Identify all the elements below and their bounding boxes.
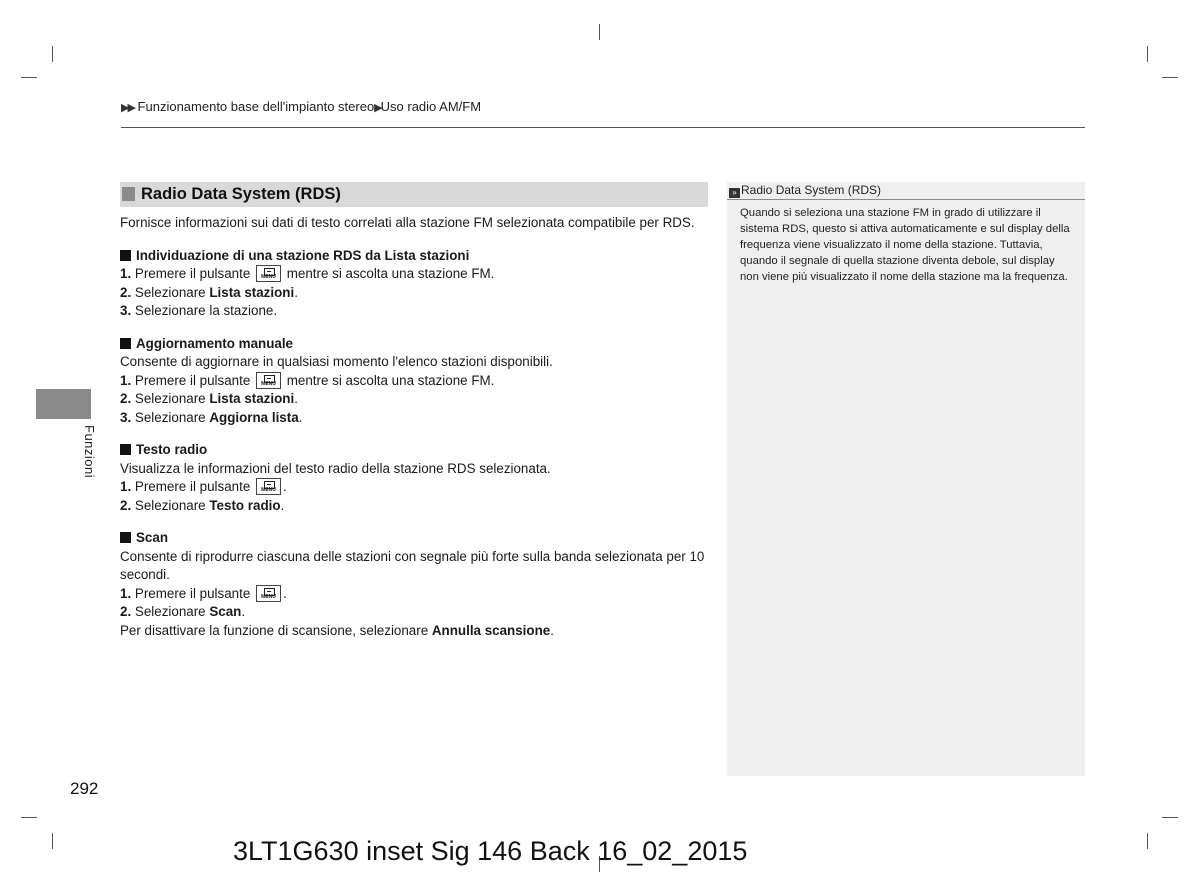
square-bullet-icon xyxy=(120,532,131,543)
subsection-desc: Consente di aggiornare in qualsiasi momento l'elenco stazioni disponibili. xyxy=(120,354,553,369)
chapter-tab xyxy=(36,389,91,419)
breadcrumb-arrow-icon: ▶▶ xyxy=(121,102,134,114)
breadcrumb-separator-icon: ▶ xyxy=(374,102,381,114)
step: 1. Premere il pulsante MENU . xyxy=(120,585,287,601)
main-content xyxy=(120,182,708,640)
step: 2. Selezionare Scan. xyxy=(120,604,246,619)
intro-text: Fornisce informazioni sui dati di testo correlati alla stazione FM selezionata compatibile per RDS. xyxy=(120,215,695,230)
menu-button-icon: MENU xyxy=(256,585,281,602)
side-note-heading xyxy=(727,182,1085,200)
subsection-title: Scan xyxy=(120,529,708,548)
subsection-title: Aggiornamento manuale xyxy=(120,335,708,354)
step: 3. Selezionare Aggiorna lista. xyxy=(120,409,303,425)
menu-button-icon: MENU xyxy=(256,265,281,282)
crop-mark xyxy=(599,24,600,40)
square-bullet-icon xyxy=(120,444,131,455)
subsection xyxy=(120,441,708,515)
crop-mark xyxy=(52,833,53,849)
crop-mark xyxy=(1162,77,1178,78)
step: 1. Premere il pulsante MENU . xyxy=(120,479,287,494)
step: 2. Selezionare Lista stazioni. xyxy=(120,284,298,300)
section-heading xyxy=(120,182,708,207)
square-bullet-icon xyxy=(120,250,131,261)
breadcrumb xyxy=(121,99,481,114)
crop-mark xyxy=(52,46,53,62)
subsection-desc: Visualizza le informazioni del testo radio della stazione RDS selezionata. xyxy=(120,460,551,476)
crop-mark xyxy=(21,817,37,818)
header-rule xyxy=(121,127,1085,128)
crop-mark xyxy=(1162,817,1178,818)
step: 1. Premere il pulsante MENU mentre si ascolta una stazione FM. xyxy=(120,372,495,388)
reference-arrows-icon: » xyxy=(729,188,740,198)
side-note-text: Quando si seleziona una stazione FM in grado di utilizzare il sistema RDS, questo si attiva automaticamente e sul display della frequenza viene visualizzato il nome della stazione. Tuttavia, quando il segnale di quella stazione diventa debole, sul display non viene più visualizzato il nome della stazione ma la frequenza. xyxy=(740,207,1070,283)
step: 2. Selezionare Lista stazioni. xyxy=(120,391,298,406)
step: 2. Selezionare Testo radio. xyxy=(120,497,285,513)
subsection-title: Individuazione di una stazione RDS da Lista stazioni xyxy=(120,247,708,266)
section-heading-text: Radio Data System (RDS) xyxy=(141,185,341,203)
subsection xyxy=(120,247,708,321)
menu-button-icon: MENU xyxy=(256,372,281,389)
subsection-footer: Per disattivare la funzione di scansione, selezionare Annulla scansione. xyxy=(120,622,554,638)
breadcrumb-part-2[interactable]: Uso radio AM/FM xyxy=(380,99,482,114)
breadcrumb-part-1[interactable]: Funzionamento base dell'impianto stereo xyxy=(137,99,375,114)
crop-mark xyxy=(1147,46,1148,62)
page-number: 292 xyxy=(70,779,99,798)
print-slug: 3LT1G630 inset Sig 146 Back 16_02_2015 xyxy=(233,836,748,866)
subsection-title: Testo radio xyxy=(120,441,708,460)
side-note-title: Radio Data System (RDS) xyxy=(741,183,882,197)
crop-mark xyxy=(21,77,37,78)
step: 3. Selezionare la stazione. xyxy=(120,303,278,318)
subsection-desc: Consente di riprodurre ciascuna delle stazioni con segnale più forte sulla banda selezionata per 10 secondi. xyxy=(120,548,705,582)
subsection xyxy=(120,529,708,640)
menu-button-icon: MENU xyxy=(256,478,281,495)
crop-mark xyxy=(1147,833,1148,849)
square-bullet-icon xyxy=(120,338,131,349)
side-note xyxy=(727,182,1085,776)
subsection xyxy=(120,335,708,428)
step: 1. Premere il pulsante MENU mentre si ascolta una stazione FM. xyxy=(120,266,495,281)
chapter-label: Funzioni xyxy=(82,425,97,479)
heading-square-icon xyxy=(122,187,135,201)
